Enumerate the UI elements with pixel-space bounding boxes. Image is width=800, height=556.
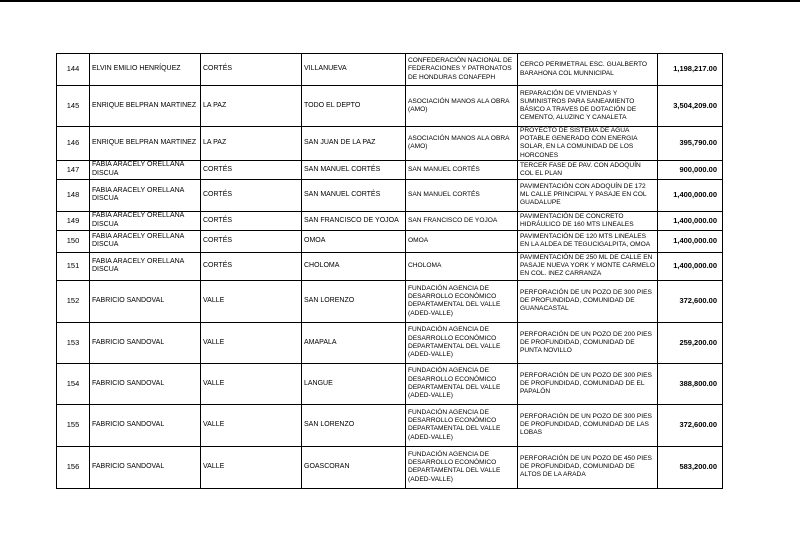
cell-inst: FUNDACIÓN AGENCIA DE DESARROLLO ECONÓMICO DEPARTAMENTAL DEL VALLE (ADED-VALLE) <box>406 404 518 446</box>
cell-no: 154 <box>57 363 90 404</box>
cell-dept: CORTÉS <box>201 252 302 280</box>
cell-proj: PAVIMENTACIÓN DE 120 MTS LINEALES EN LA ALDEA DE TEGUCIGALPITA, OMOA <box>518 230 658 252</box>
cell-muni: SAN LORENZO <box>302 280 406 322</box>
cell-proj: TERCER FASE DE PAV. CON ADOQUÍN COL EL PLAN <box>518 160 658 179</box>
table-row <box>57 363 723 404</box>
cell-muni: SAN MANUEL CORTÉS <box>302 160 406 179</box>
cell-inst: SAN MANUEL CORTÉS <box>406 160 518 179</box>
cell-muni: SAN FRANCISCO DE YOJOA <box>302 211 406 230</box>
cell-muni: VILLANUEVA <box>302 54 406 86</box>
cell-no: 144 <box>57 54 90 86</box>
cell-amount: 388,800.00 <box>658 363 723 404</box>
table-row <box>57 446 723 488</box>
cell-dept: CORTÉS <box>201 160 302 179</box>
cell-amount: 900,000.00 <box>658 160 723 179</box>
table-row <box>57 54 723 86</box>
table-row <box>57 86 723 127</box>
cell-dept: CORTÉS <box>201 54 302 86</box>
cell-no: 153 <box>57 322 90 363</box>
cell-inst: FUNDACIÓN AGENCIA DE DESARROLLO ECONÓMICO DEPARTAMENTAL DEL VALLE (ADED-VALLE) <box>406 446 518 488</box>
cell-no: 145 <box>57 86 90 127</box>
cell-muni: SAN MANUEL CORTÉS <box>302 179 406 211</box>
cell-muni: TODO EL DEPTO <box>302 86 406 127</box>
cell-no: 155 <box>57 404 90 446</box>
cell-amount: 583,200.00 <box>658 446 723 488</box>
cell-proj: PERFORACIÓN DE UN POZO DE 450 PIES DE PROFUNDIDAD, COMUNIDAD DE ALTOS DE LA ARADA <box>518 446 658 488</box>
cell-amount: 1,198,217.00 <box>658 54 723 86</box>
cell-name: FABIA ARACELY ORELLANA DISCUA <box>90 160 201 179</box>
cell-name: FABRICIO SANDOVAL <box>90 404 201 446</box>
cell-proj: PAVIMENTACIÓN CON ADOQUÍN DE 172 ML CALLE PRINCIPAL Y PASAJE EN COL GUADALUPE <box>518 179 658 211</box>
cell-dept: VALLE <box>201 446 302 488</box>
cell-name: ENRIQUE BELPRAN MARTINEZ <box>90 86 201 127</box>
table-row <box>57 211 723 230</box>
cell-amount: 395,790.00 <box>658 127 723 161</box>
cell-dept: LA PAZ <box>201 127 302 161</box>
cell-name: FABIA ARACELY ORELLANA DISCUA <box>90 179 201 211</box>
cell-inst: CONFEDERACIÓN NACIONAL DE FEDERACIONES Y PATRONATOS DE HONDURAS CONAFEPH <box>406 54 518 86</box>
cell-inst: CHOLOMA <box>406 252 518 280</box>
cell-dept: VALLE <box>201 322 302 363</box>
cell-dept: VALLE <box>201 363 302 404</box>
cell-dept: LA PAZ <box>201 86 302 127</box>
table-row <box>57 160 723 179</box>
cell-proj: PAVIMENTACIÓN DE CONCRETO HIDRÁULICO DE 160 MTS LINEALES <box>518 211 658 230</box>
cell-name: ENRIQUE BELPRAN MARTINEZ <box>90 127 201 161</box>
table-row <box>57 322 723 363</box>
cell-inst: SAN MANUEL CORTÉS <box>406 179 518 211</box>
cell-name: FABIA ARACELY ORELLANA DISCUA <box>90 230 201 252</box>
cell-muni: GOASCORAN <box>302 446 406 488</box>
cell-amount: 1,400,000.00 <box>658 179 723 211</box>
cell-no: 147 <box>57 160 90 179</box>
table-row <box>57 127 723 161</box>
table-row <box>57 252 723 280</box>
projects-table <box>56 53 723 489</box>
cell-proj: PAVIMENTACIÓN DE 250 ML DE CALLE EN PASAJE NUEVA YORK Y MONTE CARMELO EN COL. INEZ CARRANZA <box>518 252 658 280</box>
cell-inst: FUNDACIÓN AGENCIA DE DESARROLLO ECONÓMICO DEPARTAMENTAL DEL VALLE (ADED-VALLE) <box>406 280 518 322</box>
cell-inst: ASOCIACIÓN MANOS ALA OBRA (AMO) <box>406 127 518 161</box>
cell-inst: ASOCIACIÓN MANOS ALA OBRA (AMO) <box>406 86 518 127</box>
table-row <box>57 404 723 446</box>
cell-amount: 372,600.00 <box>658 404 723 446</box>
cell-no: 152 <box>57 280 90 322</box>
cell-dept: CORTÉS <box>201 211 302 230</box>
cell-name: FABIA ARACELY ORELLANA DISCUA <box>90 211 201 230</box>
cell-proj: CERCO PERIMETRAL ESC. GUALBERTO BARAHONA COL MUNNICIPAL <box>518 54 658 86</box>
cell-proj: PROYECTO DE SISTEMA DE AGUA POTABLE GENERADO CON ENERGIA SOLAR, EN LA COMUNIDAD DE LOS HORCONES <box>518 127 658 161</box>
top-border-line <box>0 0 800 2</box>
cell-amount: 1,400,000.00 <box>658 252 723 280</box>
cell-dept: VALLE <box>201 404 302 446</box>
cell-amount: 259,200.00 <box>658 322 723 363</box>
cell-no: 146 <box>57 127 90 161</box>
cell-amount: 1,400,000.00 <box>658 211 723 230</box>
cell-muni: SAN JUAN DE LA PAZ <box>302 127 406 161</box>
cell-amount: 3,504,209.00 <box>658 86 723 127</box>
cell-inst: FUNDACIÓN AGENCIA DE DESARROLLO ECONÓMICO DEPARTAMENTAL DEL VALLE (ADED-VALLE) <box>406 363 518 404</box>
table-body <box>57 54 723 489</box>
cell-proj: REPARACIÓN DE VIVIENDAS Y SUMINISTROS PARA SANEAMIENTO BÁSICO A TRAVES DE DOTACIÓN DE CEMENTO, ALUZINC Y CANALETA <box>518 86 658 127</box>
table-row <box>57 230 723 252</box>
cell-amount: 1,400,000.00 <box>658 230 723 252</box>
cell-no: 148 <box>57 179 90 211</box>
cell-no: 150 <box>57 230 90 252</box>
cell-inst: SAN FRANCISCO DE YOJOA <box>406 211 518 230</box>
cell-name: ELVIN EMILIO HENRÍQUEZ <box>90 54 201 86</box>
cell-name: FABRICIO SANDOVAL <box>90 280 201 322</box>
cell-amount: 372,600.00 <box>658 280 723 322</box>
cell-dept: CORTÉS <box>201 179 302 211</box>
cell-no: 151 <box>57 252 90 280</box>
cell-inst: OMOA <box>406 230 518 252</box>
cell-muni: OMOA <box>302 230 406 252</box>
cell-name: FABRICIO SANDOVAL <box>90 363 201 404</box>
cell-dept: VALLE <box>201 280 302 322</box>
cell-proj: PERFORACIÓN DE UN POZO DE 300 PIES DE PROFUNDIDAD, COMUNIDAD DE LAS LOBAS <box>518 404 658 446</box>
cell-muni: LANGUE <box>302 363 406 404</box>
cell-muni: AMAPALA <box>302 322 406 363</box>
cell-name: FABRICIO SANDOVAL <box>90 446 201 488</box>
table-row <box>57 179 723 211</box>
cell-no: 149 <box>57 211 90 230</box>
table-row <box>57 280 723 322</box>
cell-muni: CHOLOMA <box>302 252 406 280</box>
cell-name: FABRICIO SANDOVAL <box>90 322 201 363</box>
cell-name: FABIA ARACELY ORELLANA DISCUA <box>90 252 201 280</box>
cell-proj: PERFORACIÓN DE UN POZO DE 300 PIES DE PROFUNDIDAD, COMUNIDAD DE GUANACASTAL <box>518 280 658 322</box>
cell-dept: CORTÉS <box>201 230 302 252</box>
cell-proj: PERFORACIÓN DE UN POZO DE 200 PIES DE PROFUNDIDAD, COMUNIDAD DE PUNTA NOVILLO <box>518 322 658 363</box>
cell-inst: FUNDACIÓN AGENCIA DE DESARROLLO ECONÓMICO DEPARTAMENTAL DEL VALLE (ADED-VALLE) <box>406 322 518 363</box>
cell-no: 156 <box>57 446 90 488</box>
cell-proj: PERFORACIÓN DE UN POZO DE 300 PIES DE PROFUNDIDAD, COMUNIDAD DE EL PAPALÓN <box>518 363 658 404</box>
cell-muni: SAN LORENZO <box>302 404 406 446</box>
